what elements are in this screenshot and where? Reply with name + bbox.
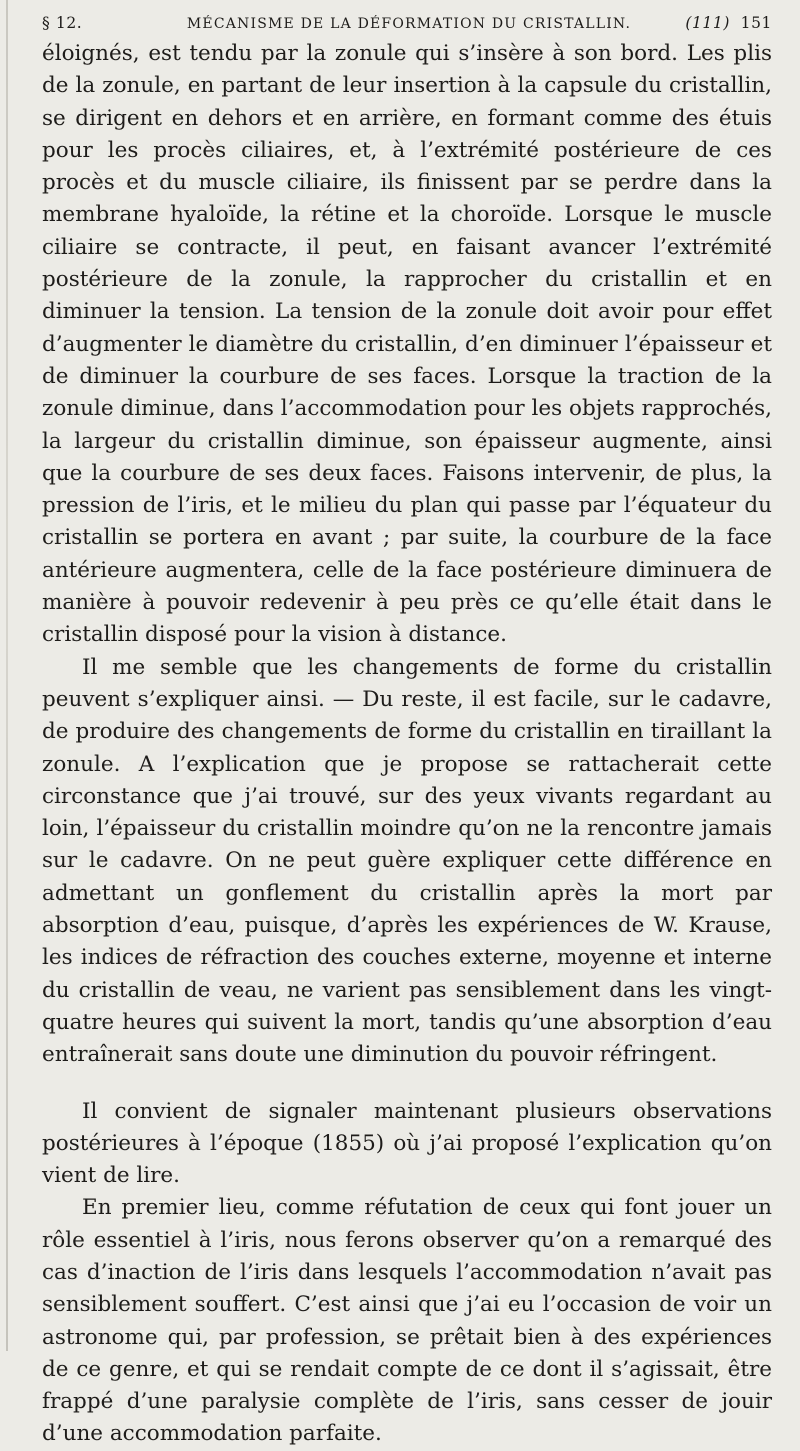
page-binding-edge xyxy=(6,0,8,1351)
running-head-title: MÉCANISME DE LA DÉFORMATION DU CRISTALLIN. xyxy=(186,16,632,32)
body-text xyxy=(42,38,772,1451)
paragraph-reference: (111) xyxy=(685,14,730,32)
paragraph-later-observations: Il convient de signaler maintenant plusieurs observations postérieures à l’époque (1855) où j’ai proposé l’explication qu’on vient de lire. xyxy=(42,1098,772,1189)
page-number: 151 xyxy=(740,14,772,32)
paragraph-cadaver-explanation: Il me semble que les changements de forme du cristallin peuvent s’expliquer ainsi. — Du reste, il est facile, sur le cadavre, de produire des changements de forme du cristallin en tiraillant la zonule. A l’explication que je propose se rattacherait cette circonstance que j’ai trouvé, sur des yeux vivants regardant au loin, l’épaisseur du cristallin moindre qu’on ne la rencontre jamais sur le cadavre. On ne peut guère expliquer cette différence en admettant un gonflement du cristallin après la mort par absorption d’eau, puisque, d’après les expériences de W. Krause, les indices de réfraction des couches externe, moyenne et interne du cristallin de veau, ne varient pas sensiblement dans les vingt-quatre heures qui suivent la mort, tandis qu’une absorption d’eau entraînerait sans doute une diminution du pouvoir réfringent. xyxy=(42,654,772,1068)
section-number: § 12. xyxy=(42,14,83,32)
paragraph-iris-refutation: En premier lieu, comme réfutation de ceux qui font jouer un rôle essentiel à l’iris, nous ferons observer qu’on a remarqué des cas d’inaction de l’iris dans lesquels l’accommodation n’avait pas sensiblement souffert. C’est ainsi que j’ai eu l’occasion de voir un astronome qui, par profession, se prêtait bien à des expériences de ce genre, et qui se rendait compte de ce dont il s’agissait, être frappé d’une paralysie complète de l’iris, sans cesser de jouir d’une accommodation parfaite. xyxy=(42,1195,772,1447)
running-head xyxy=(42,14,772,36)
paragraph-zonule-mechanism: éloignés, est tendu par la zonule qui s’insère à son bord. Les plis de la zonule, en partant de leur insertion à la capsule du cristallin, se dirigent en dehors et en arrière, en formant comme des étuis pour les procès ciliaires, et, à l’extrémité postérieure de ces procès et du muscle ciliaire, ils finissent par se perdre dans la membrane hyaloïde, la rétine et la choroïde. Lorsque le muscle ciliaire se contracte, il peut, en faisant avancer l’extrémité postérieure de la zonule, la rapprocher du cristallin et en diminuer la tension. La tension de la zonule doit avoir pour effet d’augmenter le diamètre du cristallin, d’en diminuer l’épaisseur et de diminuer la courbure de ses faces. Lorsque la traction de la zonule diminue, dans l’accommodation pour les objets rapprochés, la largeur du cristallin diminue, son épaisseur augmente, ainsi que la courbure de ses deux faces. Faisons intervenir, de plus, la pression de l’iris, et le milieu du plan qui passe par l’équateur du cristallin se portera en avant ; par suite, la courbure de la face antérieure augmentera, celle de la face postérieure diminuera de manière à pouvoir redevenir à peu près ce qu’elle était dans le cristallin disposé pour la vision à distance. xyxy=(42,41,772,648)
